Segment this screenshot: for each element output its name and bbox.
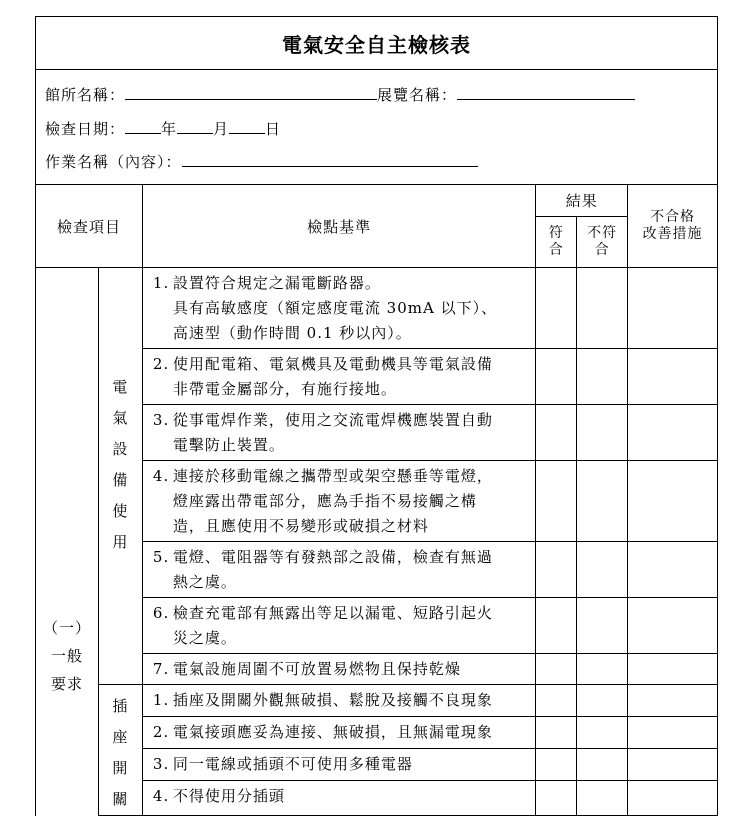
- item-number: 4.: [152, 467, 170, 485]
- exhibition-blank[interactable]: [457, 83, 635, 100]
- criteria-item-11: [142, 780, 535, 815]
- improvement-cell[interactable]: [628, 748, 718, 780]
- header-improvement-line2: 改善措施: [642, 226, 703, 242]
- improvement-cell[interactable]: [628, 685, 718, 717]
- table-row: [36, 268, 718, 349]
- pass-cell[interactable]: [536, 268, 577, 349]
- fail-cell[interactable]: [577, 685, 628, 717]
- fail-cell[interactable]: [577, 654, 628, 685]
- criteria-item-2: [142, 349, 535, 405]
- pass-cell[interactable]: [536, 685, 577, 717]
- item-text: 插座及開關外觀無破損、鬆脫及接觸不良現象: [172, 691, 493, 709]
- improvement-cell[interactable]: [628, 542, 718, 598]
- improvement-cell[interactable]: [628, 780, 718, 815]
- item-number: 7.: [152, 660, 170, 678]
- item-text: 不得使用分插頭: [172, 786, 285, 805]
- fail-cell[interactable]: [577, 461, 628, 542]
- pass-cell[interactable]: [536, 542, 577, 598]
- item-text: 高速型（動作時間 0.1 秒以內）。: [172, 324, 412, 342]
- item-text: 造，且應使用不易變形或破損之材料: [172, 517, 429, 535]
- fail-cell[interactable]: [577, 542, 628, 598]
- pass-cell[interactable]: [536, 748, 577, 780]
- group-char: 關: [112, 790, 129, 808]
- header-pass: [536, 217, 577, 268]
- item-text: 災之虞。: [172, 629, 237, 647]
- group-char: 座: [112, 728, 129, 746]
- item-number: 2.: [152, 722, 170, 741]
- improvement-cell[interactable]: [628, 405, 718, 461]
- header-pass-line1: 符: [548, 225, 564, 241]
- criteria-item-6: [142, 598, 535, 654]
- criteria-item-3: [142, 405, 535, 461]
- group-char: 使: [112, 502, 129, 520]
- header-row-1: [36, 185, 718, 217]
- improvement-cell[interactable]: [628, 461, 718, 542]
- item-text: 從事電焊作業，使用之交流電焊機應裝置自動: [172, 411, 493, 429]
- item-number: 4.: [152, 786, 170, 805]
- item-number: 3.: [152, 411, 170, 429]
- criteria-item-8: [142, 685, 535, 717]
- criteria-item-7: [142, 654, 535, 685]
- pass-cell[interactable]: [536, 461, 577, 542]
- improvement-cell[interactable]: [628, 716, 718, 748]
- header-improvement: [628, 185, 718, 268]
- group-char: 設: [112, 440, 129, 458]
- criteria-item-9: [142, 716, 535, 748]
- month-blank[interactable]: [177, 117, 213, 134]
- table-row: [36, 685, 718, 717]
- item-text: 電氣接頭應妥為連接、無破損，且無漏電現象: [172, 722, 493, 741]
- date-label: 檢查日期：: [45, 120, 126, 138]
- item-text: 同一電線或插頭不可使用多種電器: [172, 754, 413, 773]
- operation-blank[interactable]: [182, 150, 478, 167]
- header-item: 檢查項目: [36, 185, 143, 268]
- item-text: 檢查充電部有無露出等足以漏電、短路引起火: [172, 604, 493, 622]
- header-fail: [577, 217, 628, 268]
- pass-cell[interactable]: [536, 654, 577, 685]
- pass-cell[interactable]: [536, 780, 577, 815]
- improvement-cell[interactable]: [628, 598, 718, 654]
- item-number: 1.: [152, 691, 170, 709]
- info-section: [35, 69, 718, 185]
- header-criteria: 檢點基準: [142, 185, 535, 268]
- group-char: 用: [112, 533, 129, 551]
- year-label: 年: [161, 120, 178, 138]
- pass-cell[interactable]: [536, 598, 577, 654]
- criteria-item-4: [142, 461, 535, 542]
- fail-cell[interactable]: [577, 716, 628, 748]
- checklist-table: [35, 184, 718, 816]
- fail-cell[interactable]: [577, 780, 628, 815]
- improvement-cell[interactable]: [628, 268, 718, 349]
- fail-cell[interactable]: [577, 349, 628, 405]
- group-char: 備: [112, 471, 129, 489]
- criteria-item-5: [142, 542, 535, 598]
- operation-line: [45, 150, 478, 172]
- date-line: [45, 117, 281, 139]
- checklist-form: [35, 16, 718, 808]
- group-char: 開: [112, 759, 129, 777]
- header-fail-line2: 合: [594, 242, 610, 258]
- item-text: 使用配電箱、電氣機具及電動機具等電氣設備: [172, 355, 493, 373]
- fail-cell[interactable]: [577, 748, 628, 780]
- fail-cell[interactable]: [577, 405, 628, 461]
- fail-cell[interactable]: [577, 598, 628, 654]
- pass-cell[interactable]: [536, 405, 577, 461]
- criteria-item-1: [142, 268, 535, 349]
- item-text: 熱之虞。: [172, 573, 237, 591]
- item-number: 5.: [152, 548, 170, 566]
- item-text: 燈座露出帶電部分，應為手指不易接觸之構: [172, 492, 477, 510]
- header-improvement-line1: 不合格: [650, 209, 696, 225]
- venue-blank[interactable]: [125, 83, 377, 100]
- header-fail-line1: 不符: [587, 225, 618, 241]
- header-result: 結果: [536, 185, 628, 217]
- venue-line: [45, 83, 635, 105]
- pass-cell[interactable]: [536, 349, 577, 405]
- exhibition-label: 展覽名稱：: [377, 86, 458, 104]
- group-char: 氣: [112, 409, 129, 427]
- improvement-cell[interactable]: [628, 349, 718, 405]
- category-line1: （一）: [42, 619, 91, 637]
- item-number: 1.: [152, 274, 170, 292]
- fail-cell[interactable]: [577, 268, 628, 349]
- day-blank[interactable]: [229, 117, 265, 134]
- item-text: 設置符合規定之漏電斷路器。: [172, 274, 381, 292]
- pass-cell[interactable]: [536, 716, 577, 748]
- criteria-item-10: [142, 748, 535, 780]
- item-number: 2.: [152, 355, 170, 373]
- item-number: 6.: [152, 604, 170, 622]
- item-text: 具有高敏感度（額定感度電流 30mA 以下）、: [172, 299, 498, 317]
- category-line3: 要求: [50, 675, 83, 693]
- header-pass-line2: 合: [548, 242, 564, 258]
- group-electrical-equipment: [98, 268, 142, 685]
- item-text: 非帶電金屬部分，有施行接地。: [172, 380, 397, 398]
- operation-label: 作業名稱（內容）：: [45, 153, 182, 171]
- group-char: 插: [112, 697, 129, 715]
- item-text: 電擊防止裝置。: [172, 436, 285, 454]
- improvement-cell[interactable]: [628, 654, 718, 685]
- year-blank[interactable]: [125, 117, 161, 134]
- category-general: [36, 268, 99, 816]
- form-title: 電氣安全自主檢核表: [35, 16, 718, 70]
- month-label: 月: [213, 120, 230, 138]
- item-text: 電氣設施周圍不可放置易燃物且保持乾燥: [172, 660, 461, 678]
- day-label: 日: [265, 120, 282, 138]
- item-number: 3.: [152, 754, 170, 773]
- item-text: 電燈、電阻器等有發熱部之設備，檢查有無過: [172, 548, 493, 566]
- venue-label: 館所名稱：: [45, 86, 126, 104]
- category-line2: 一般: [50, 647, 83, 665]
- group-outlet-switch: [98, 685, 142, 816]
- group-char: 電: [112, 378, 129, 396]
- item-text: 連接於移動電線之攜帶型或架空懸垂等電燈，: [172, 467, 493, 485]
